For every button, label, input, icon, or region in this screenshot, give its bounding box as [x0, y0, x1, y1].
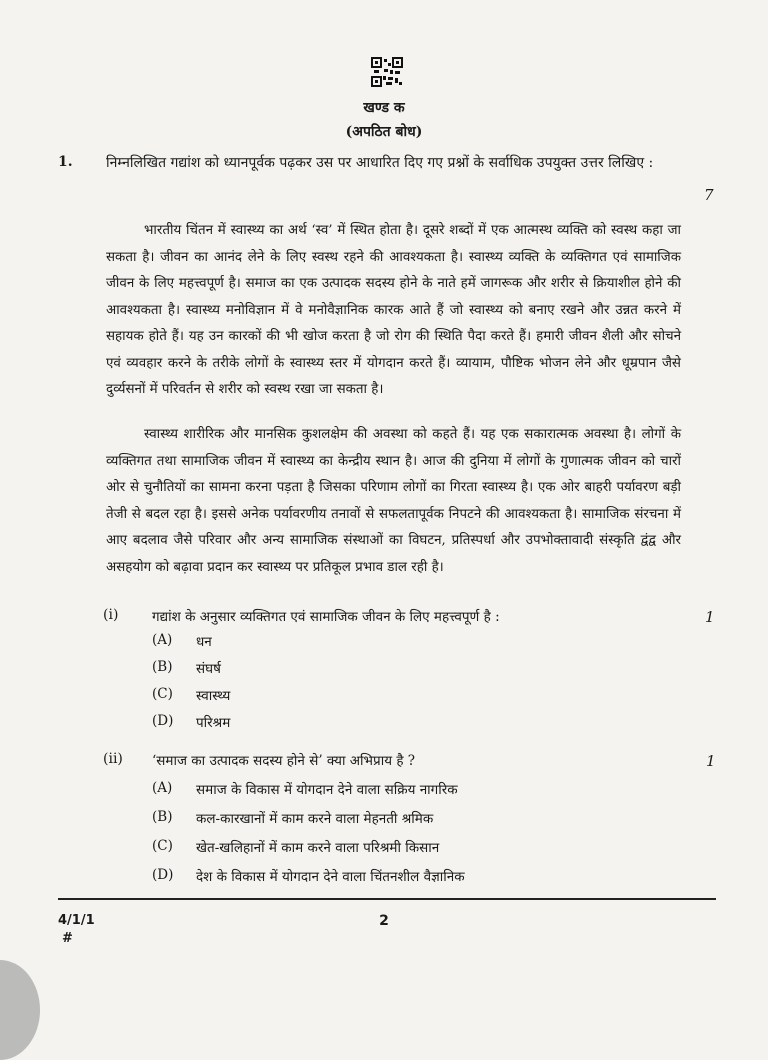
question-instruction: निम्नलिखित गद्यांश को ध्यानपूर्वक पढ़कर उस पर आधारित दिए गए प्रश्नों के सर्वाधिक उपयुक्त उत्तर लिखिए :	[106, 155, 654, 171]
footer-divider	[58, 898, 716, 900]
passage-paragraph-2: स्वास्थ्य शारीरिक और मानसिक कुशलक्षेम की अवस्था को कहते हैं। यह एक सकारात्मक अवस्था है। लोगों के व्यक्तिगत तथा सामाजिक जीवन में स्वास्थ्य का केन्द्रीय स्थान है। आज की दुनिया में लोगों के गुणात्मक जीवन को चारों ओर से चुनौतियों का सामना करना पड़ता है जिसका परिणाम लोगों का गिरता स्वास्थ्य है। एक ओर बाहरी पर्यावरण बड़ी तेजी से बदल रहा है। इससे अनेक पर्यावरणीय तनावों से सफलतापूर्वक निपटने की आवश्यकता है। सामाजिक संरचना में आए बदलाव जैसे परिवार और अन्य सामाजिक संस्थाओं का विघटन, प्रतिस्पर्धा और उपभोक्तावादी संस्कृति द्वंद्व और असहयोग को बढ़ावा प्रदान कर स्वास्थ्य पर प्रतिकूल प्रभाव डाल रही है।	[106, 427, 681, 575]
question-marks: 7	[704, 186, 714, 204]
option-letter: (B)	[152, 659, 173, 675]
option-letter: (A)	[152, 780, 173, 796]
page-number: 2	[379, 913, 389, 929]
option-c[interactable]	[152, 686, 230, 704]
subquestion-marks: 1	[706, 752, 716, 770]
paper-code: 4/1/1	[58, 913, 95, 928]
qr-code-icon	[371, 57, 403, 87]
hash-mark: #	[62, 931, 73, 946]
subquestion-text: गद्यांश के अनुसार व्यक्तिगत एवं सामाजिक जीवन के लिए महत्त्वपूर्ण है :	[152, 609, 500, 625]
option-letter: (C)	[152, 838, 173, 854]
option-d[interactable]	[152, 713, 230, 731]
section-title: खण्ड क	[363, 100, 405, 116]
option-text: धन	[196, 634, 212, 650]
option-text: संघर्ष	[196, 661, 221, 677]
option-a[interactable]	[152, 632, 212, 650]
option-d[interactable]	[152, 867, 465, 885]
option-text: परिश्रम	[196, 715, 231, 731]
page-curl-shadow	[0, 960, 40, 1060]
option-letter: (D)	[152, 867, 174, 883]
question-number: 1.	[58, 154, 73, 170]
option-b[interactable]	[152, 809, 433, 827]
option-text: कल-कारखानों में काम करने वाला मेहनती श्रमिक	[196, 811, 434, 827]
option-text: स्वास्थ्य	[196, 688, 231, 704]
option-b[interactable]	[152, 659, 221, 677]
section-subtitle: (अपठित बोध)	[345, 124, 423, 140]
option-c[interactable]	[152, 838, 439, 856]
subquestion-label: (ii)	[103, 751, 123, 767]
option-text: खेत-खलिहानों में काम करने वाला परिश्रमी किसान	[196, 840, 440, 856]
option-letter: (C)	[152, 686, 173, 702]
subquestion-label: (i)	[103, 607, 119, 623]
option-a[interactable]	[152, 780, 458, 798]
passage-paragraph-1: भारतीय चिंतन में स्वास्थ्य का अर्थ ‘स्व’ में स्थित होता है। दूसरे शब्दों में एक आत्मस्थ व्यक्ति को स्वस्थ कहा जा सकता है। जीवन का आनंद लेने के लिए स्वस्थ रहने की आवश्यकता है। स्वास्थ्य व्यक्ति के व्यक्तिगत एवं सामाजिक जीवन के लिए महत्त्वपूर्ण है। समाज का एक उत्पादक सदस्य होने के नाते हमें जागरूक और शरीर से क्रियाशील होने की आवश्यकता है। स्वास्थ्य मनोविज्ञान में वे मनोवैज्ञानिक कारक आते हैं जो स्वास्थ्य को बनाए रखने और उन्नत करने में सहायक होते हैं। यह उन कारकों की भी खोज करता है जो रोग की स्थिति पैदा करते हैं। हमारी जीवन शैली और सोचने एवं व्यवहार करने के तरीके लोगों के स्वास्थ्य स्तर में योगदान करते हैं। व्यायाम, पौष्टिक भोजन लेने और धूम्रपान जैसे दुर्व्यसनों में परिवर्तन से शरीर को स्वस्थ रखा जा सकता है।	[106, 223, 681, 397]
subquestion-text: ‘समाज का उत्पादक सदस्य होने से’ क्या अभिप्राय है ?	[152, 753, 416, 769]
option-letter: (B)	[152, 809, 173, 825]
option-letter: (D)	[152, 713, 174, 729]
option-letter: (A)	[152, 632, 173, 648]
option-text: समाज के विकास में योगदान देने वाला सक्रिय नागरिक	[196, 782, 458, 798]
option-text: देश के विकास में योगदान देने वाला चिंतनशील वैज्ञानिक	[196, 869, 465, 885]
subquestion-marks: 1	[705, 608, 715, 626]
